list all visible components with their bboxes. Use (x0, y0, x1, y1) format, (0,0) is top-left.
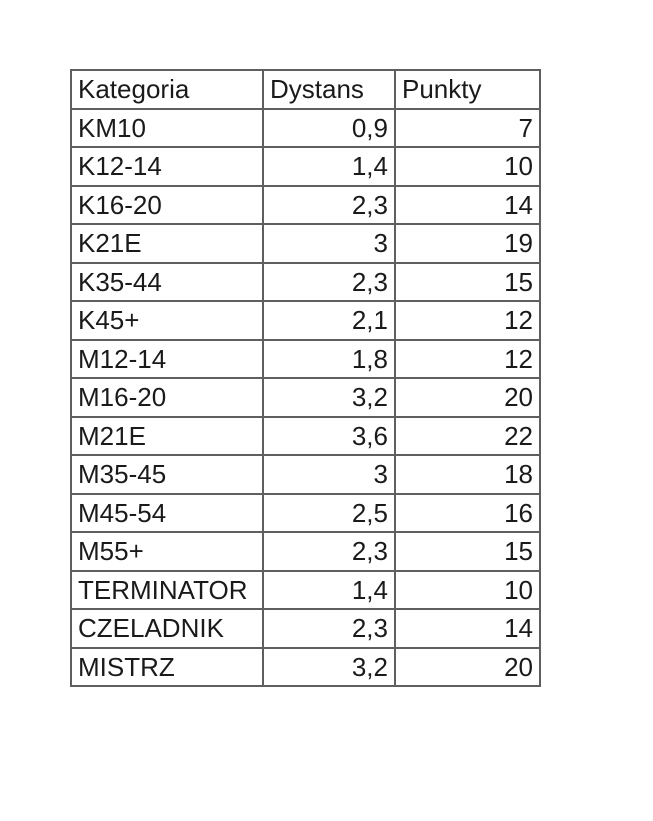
table-row (71, 609, 540, 648)
points-cell: 19 (395, 224, 540, 263)
category-cell: TERMINATOR (71, 571, 263, 610)
distance-cell: 0,9 (263, 109, 395, 148)
points-cell: 20 (395, 378, 540, 417)
table-row (71, 648, 540, 687)
category-cell: K21E (71, 224, 263, 263)
category-cell: M21E (71, 417, 263, 456)
category-cell: M35-45 (71, 455, 263, 494)
category-cell: M55+ (71, 532, 263, 571)
category-cell: M16-20 (71, 378, 263, 417)
distance-cell: 2,1 (263, 301, 395, 340)
table-row (71, 263, 540, 302)
column-header-dystans: Dystans (263, 70, 395, 109)
results-table (70, 69, 541, 687)
table-row (71, 340, 540, 379)
distance-cell: 1,4 (263, 147, 395, 186)
category-cell: M45-54 (71, 494, 263, 533)
table-body (71, 109, 540, 687)
table-row (71, 301, 540, 340)
category-cell: K35-44 (71, 263, 263, 302)
distance-cell: 2,3 (263, 186, 395, 225)
distance-cell: 2,3 (263, 532, 395, 571)
points-cell: 22 (395, 417, 540, 456)
table-row (71, 186, 540, 225)
points-cell: 10 (395, 571, 540, 610)
points-cell: 20 (395, 648, 540, 687)
table-row (71, 378, 540, 417)
distance-cell: 2,5 (263, 494, 395, 533)
distance-cell: 1,4 (263, 571, 395, 610)
table-row (71, 224, 540, 263)
points-cell: 18 (395, 455, 540, 494)
table-row (71, 532, 540, 571)
points-cell: 10 (395, 147, 540, 186)
distance-cell: 3,2 (263, 378, 395, 417)
distance-cell: 2,3 (263, 609, 395, 648)
table-row (71, 147, 540, 186)
table-row (71, 571, 540, 610)
points-cell: 12 (395, 301, 540, 340)
table-row (71, 109, 540, 148)
distance-cell: 3 (263, 455, 395, 494)
header-row (71, 70, 540, 109)
table-row (71, 417, 540, 456)
distance-cell: 3,6 (263, 417, 395, 456)
column-header-punkty: Punkty (395, 70, 540, 109)
points-cell: 15 (395, 532, 540, 571)
distance-cell: 3,2 (263, 648, 395, 687)
distance-cell: 2,3 (263, 263, 395, 302)
points-cell: 7 (395, 109, 540, 148)
table-row (71, 455, 540, 494)
category-cell: CZELADNIK (71, 609, 263, 648)
points-cell: 14 (395, 186, 540, 225)
category-cell: K16-20 (71, 186, 263, 225)
category-cell: MISTRZ (71, 648, 263, 687)
distance-cell: 3 (263, 224, 395, 263)
points-cell: 12 (395, 340, 540, 379)
points-cell: 15 (395, 263, 540, 302)
column-header-kategoria: Kategoria (71, 70, 263, 109)
category-cell: KM10 (71, 109, 263, 148)
points-cell: 16 (395, 494, 540, 533)
category-cell: M12-14 (71, 340, 263, 379)
table-row (71, 494, 540, 533)
distance-cell: 1,8 (263, 340, 395, 379)
category-cell: K45+ (71, 301, 263, 340)
points-cell: 14 (395, 609, 540, 648)
category-cell: K12-14 (71, 147, 263, 186)
table-header (71, 70, 540, 109)
